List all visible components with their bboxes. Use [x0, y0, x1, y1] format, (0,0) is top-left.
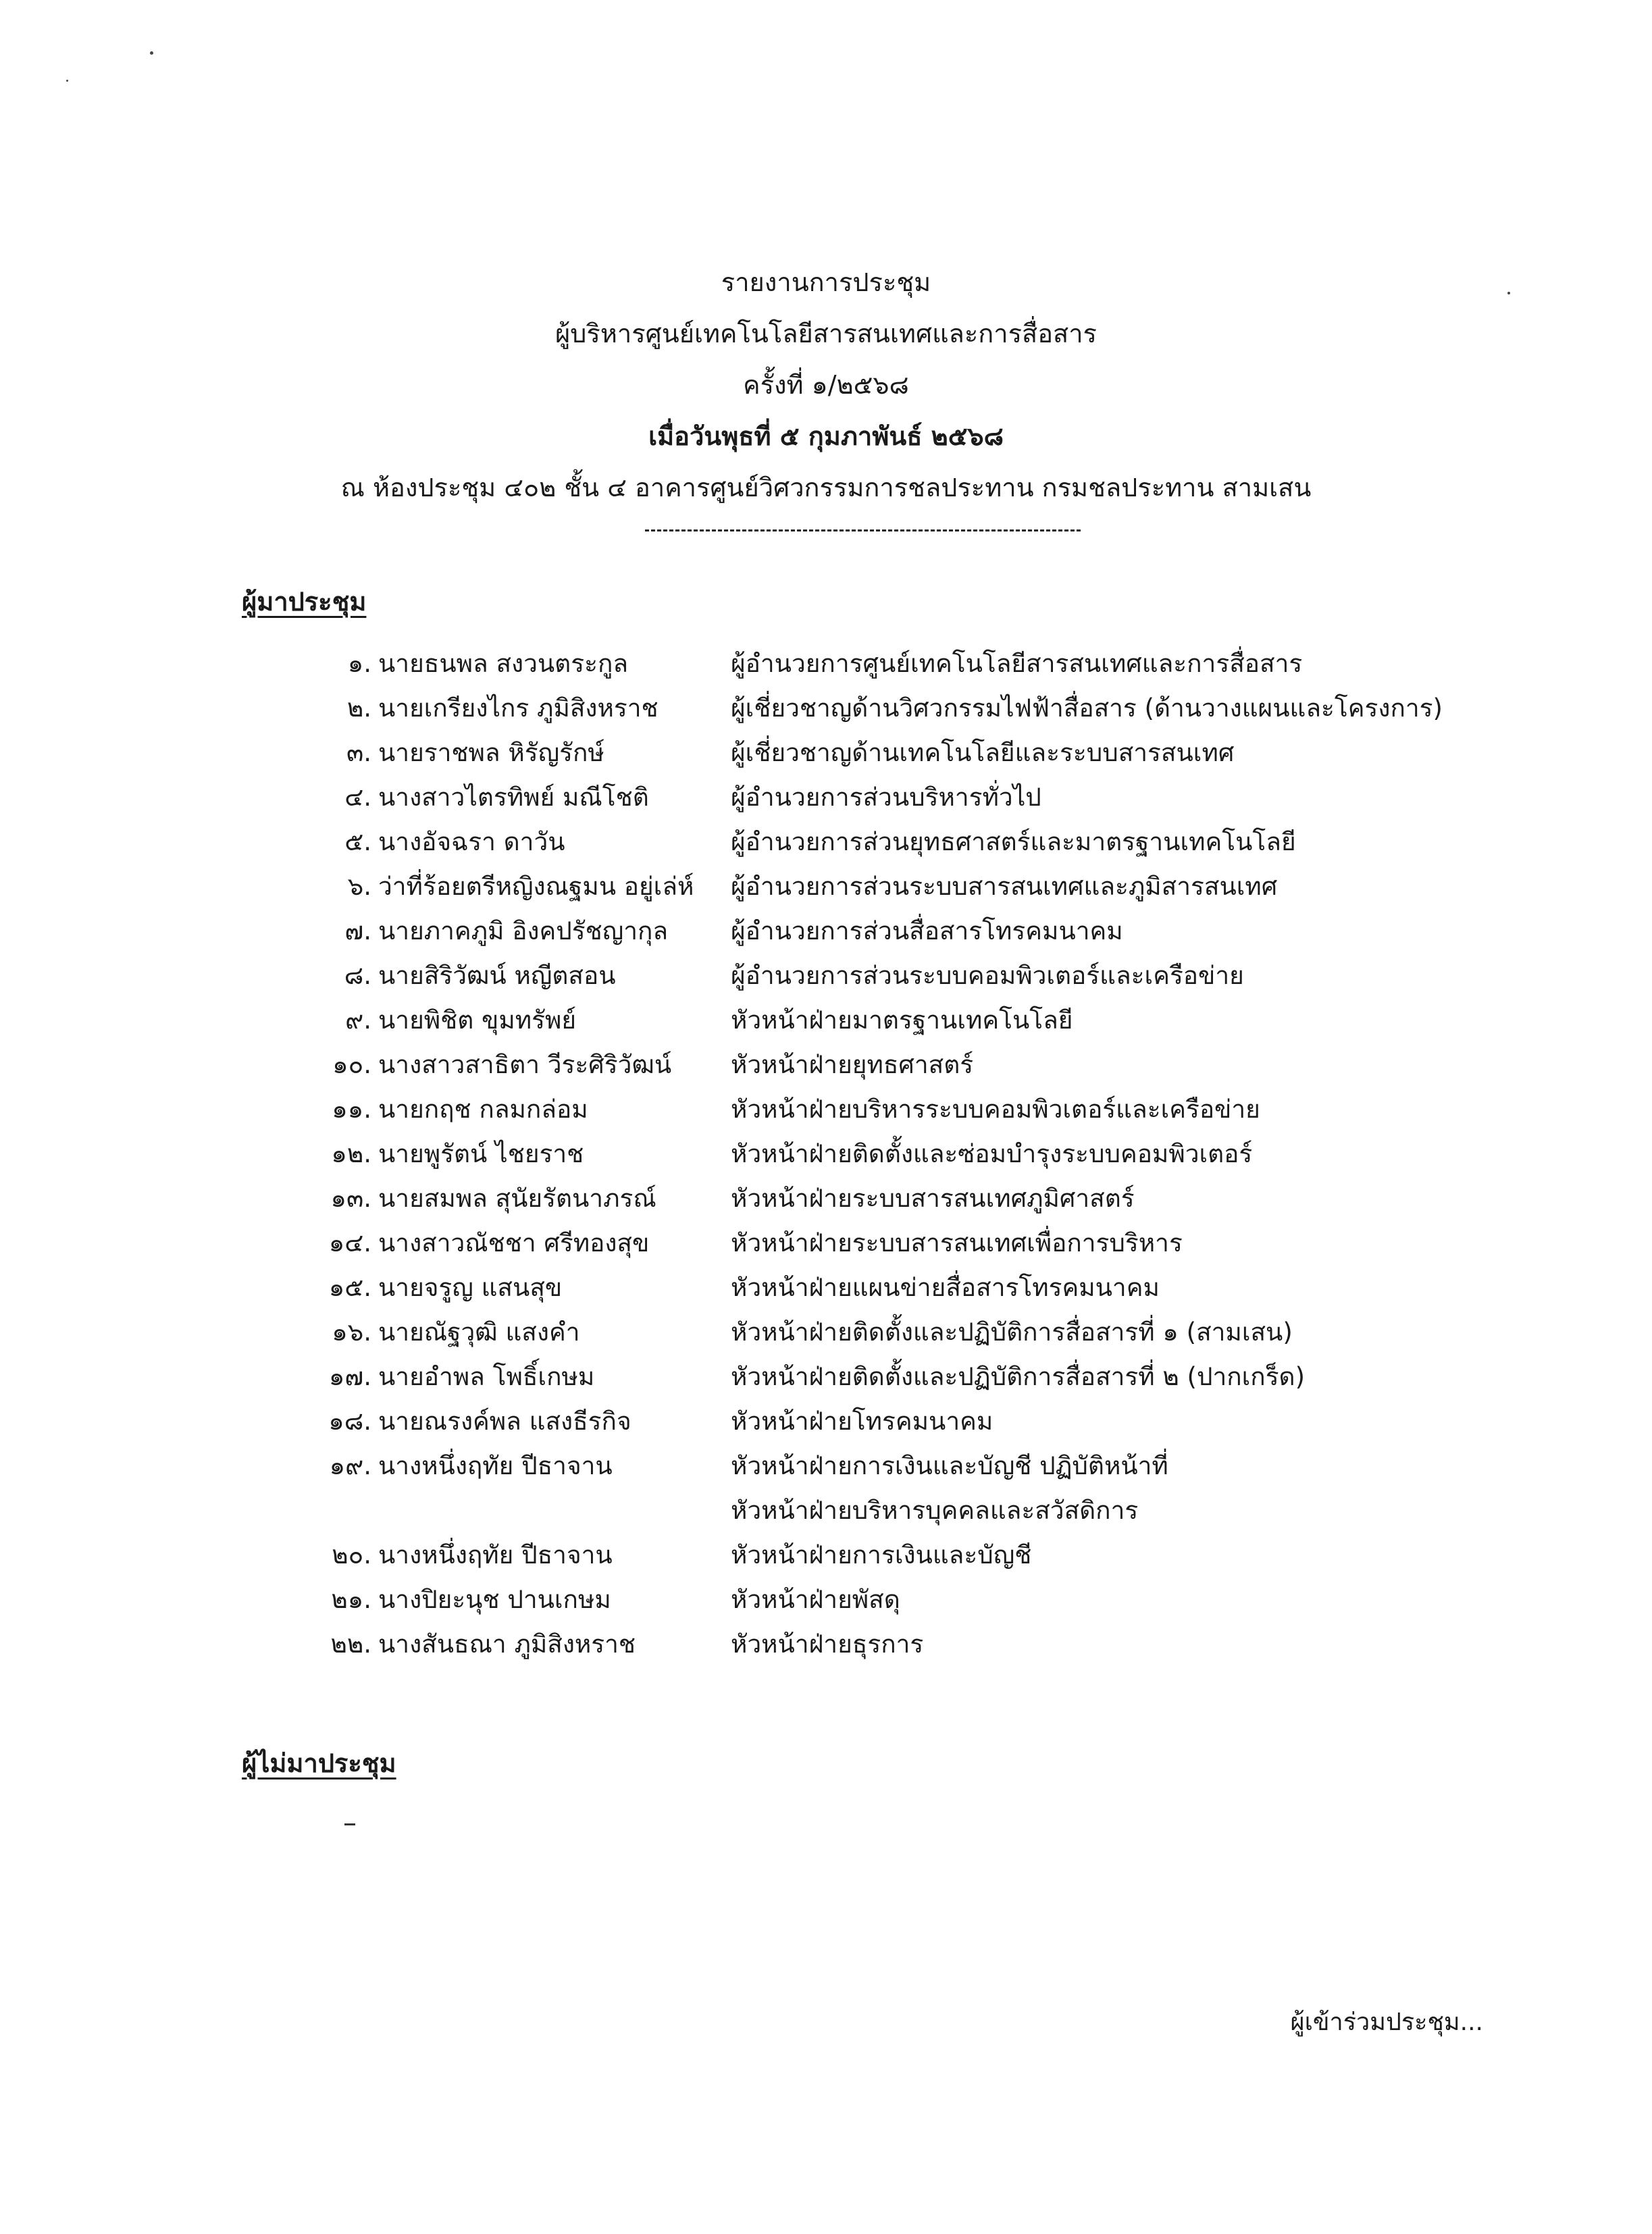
absent-none-dash — [344, 1823, 355, 1825]
attendee-row — [0, 1355, 1652, 1399]
attendee-row — [0, 820, 1652, 864]
attendee-position: หัวหน้าฝ่ายติดตั้งและซ่อมบำรุงระบบคอมพิวเตอร์ — [731, 1139, 1253, 1168]
attendee-name: นางสันธณา ภูมิสิงหราช — [378, 1630, 636, 1659]
header-location: ณ ห้องประชุม ๔๐๒ ชั้น ๔ อาคารศูนย์วิศวกรรมการชลประทาน กรมชลประทาน สามเสน — [340, 473, 1312, 502]
attendee-row — [0, 864, 1652, 909]
attendee-position: หัวหน้าฝ่ายมาตรฐานเทคโนโลยี — [731, 1006, 1073, 1035]
attendee-row — [0, 1221, 1652, 1266]
attendee-row — [0, 1176, 1652, 1221]
attendee-number: ๒๑. — [331, 1585, 371, 1614]
attendee-row — [0, 954, 1652, 998]
attendee-name: นายกฤช กลมกล่อม — [378, 1095, 588, 1124]
header-title: รายงานการประชุม — [721, 267, 931, 297]
absent-heading: ผู้ไม่มาประชุม — [242, 1748, 396, 1778]
attendee-position: หัวหน้าฝ่ายบริหารระบบคอมพิวเตอร์และเครือข่าย — [731, 1095, 1260, 1124]
attendee-position: หัวหน้าฝ่ายโทรคมนาคม — [731, 1407, 993, 1436]
attendee-position: ผู้อำนวยการส่วนบริหารทั่วไป — [731, 783, 1041, 812]
attendee-list — [0, 642, 1652, 1667]
attendee-row — [0, 686, 1652, 731]
attendee-row — [0, 775, 1652, 820]
attendee-number: ๕. — [344, 827, 371, 856]
attendee-name: นายพูรัตน์ ไชยราช — [378, 1139, 584, 1168]
attendee-name: นางหนึ่งฤทัย ปีธาจาน — [378, 1540, 613, 1569]
attendee-row — [0, 1399, 1652, 1444]
attendee-position: หัวหน้าฝ่ายธุรการ — [731, 1630, 924, 1659]
header-date: เมื่อวันพุธที่ ๕ กุมภาพันธ์ ๒๕๖๘ — [648, 421, 1004, 451]
attendee-row — [0, 998, 1652, 1043]
attendee-row — [0, 1444, 1652, 1488]
attendee-name: นางอัจฉรา ดาวัน — [378, 827, 565, 856]
attendee-row — [0, 1132, 1652, 1176]
attendee-position: ผู้อำนวยการส่วนระบบคอมพิวเตอร์และเครือข่าย — [731, 961, 1244, 990]
attendee-number: ๑๖. — [332, 1318, 371, 1347]
attendee-name: นายราชพล หิรัญรักษ์ — [378, 738, 604, 767]
attendee-row — [0, 1043, 1652, 1087]
attendee-name: นายณัฐวุฒิ แสงคำ — [378, 1318, 580, 1347]
attendee-name: นางสาวไตรทิพย์ มณีโชติ — [378, 783, 649, 812]
attendee-row — [0, 1488, 1652, 1533]
attendee-number: ๖. — [347, 872, 371, 901]
attendee-name: นางปิยะนุช ปานเกษม — [378, 1585, 611, 1614]
attendee-position: หัวหน้าฝ่ายติดตั้งและปฏิบัติการสื่อสารที่ ๑ (สามเสน) — [731, 1318, 1293, 1347]
attendee-position: ผู้เชี่ยวชาญด้านเทคโนโลยีและระบบสารสนเทศ — [731, 738, 1235, 767]
attendee-number: ๒๐. — [332, 1540, 371, 1569]
attendee-number: ๑๕. — [328, 1273, 371, 1302]
attendee-name: นายสิริวัฒน์ หญีตสอน — [378, 961, 616, 990]
attendee-row — [0, 1087, 1652, 1132]
attendee-position: หัวหน้าฝ่ายระบบสารสนเทศภูมิศาสตร์ — [731, 1184, 1135, 1213]
attendee-row — [0, 1310, 1652, 1355]
attendee-name: นายธนพล สงวนตระกูล — [378, 649, 629, 678]
attendee-number: ๑๒. — [331, 1139, 371, 1168]
attendee-name: นางสาวสาธิตา วีระศิริวัฒน์ — [378, 1050, 672, 1079]
attendee-number: ๑๙. — [329, 1451, 371, 1480]
attendee-row — [0, 909, 1652, 954]
attendee-position: หัวหน้าฝ่ายพัสดุ — [731, 1585, 900, 1614]
attendee-name: ว่าที่ร้อยตรีหญิงณฐมน อยู่เล่ห์ — [378, 872, 694, 901]
attendee-row — [0, 1533, 1652, 1578]
attendee-number: ๑๔. — [328, 1228, 371, 1257]
dashed-divider — [645, 529, 1081, 531]
attendee-row — [0, 1266, 1652, 1310]
attendee-name: นายอำพล โพธิ์เกษม — [378, 1362, 595, 1391]
attendee-row — [0, 1622, 1652, 1667]
attendee-number: ๑๘. — [328, 1407, 371, 1436]
attendee-position: หัวหน้าฝ่ายระบบสารสนเทศเพื่อการบริหาร — [731, 1228, 1183, 1257]
attendee-name: นางสาวณัชชา ศรีทองสุข — [378, 1228, 650, 1257]
attendee-name: นายภาคภูมิ อิงคปรัชญากุล — [378, 916, 669, 945]
attendee-number: ๓. — [346, 738, 371, 767]
attendee-name: นายณรงค์พล แสงธีรกิจ — [378, 1407, 631, 1436]
attendee-position: ผู้อำนวยการส่วนสื่อสารโทรคมนาคม — [731, 916, 1123, 945]
attendee-position: หัวหน้าฝ่ายยุทธศาสตร์ — [731, 1050, 974, 1079]
attendee-number: ๘. — [344, 961, 371, 990]
attendee-position: หัวหน้าฝ่ายบริหารบุคคลและสวัสดิการ — [731, 1496, 1139, 1525]
attendee-name: นายเกรียงไกร ภูมิสิงหราช — [378, 694, 659, 723]
attendee-number: ๙. — [345, 1006, 371, 1035]
attendees-heading: ผู้มาประชุม — [242, 587, 367, 617]
attendee-number: ๑๐. — [332, 1050, 371, 1079]
header-session: ครั้งที่ ๑/๒๕๖๘ — [743, 370, 909, 400]
attendee-number: ๑๑. — [332, 1095, 371, 1124]
attendee-number: ๒. — [346, 694, 371, 723]
attendee-position: ผู้เชี่ยวชาญด้านวิศวกรรมไฟฟ้าสื่อสาร (ด้านวางแผนและโครงการ) — [731, 694, 1443, 723]
attendee-row — [0, 642, 1652, 686]
document-header — [0, 257, 1652, 513]
attendee-row — [0, 1578, 1652, 1622]
attendee-row — [0, 731, 1652, 775]
attendee-position: หัวหน้าฝ่ายการเงินและบัญชี ปฏิบัติหน้าที่ — [731, 1451, 1168, 1480]
continuation-footer: ผู้เข้าร่วมประชุม... — [1290, 2008, 1483, 2036]
attendee-position: ผู้อำนวยการศูนย์เทคโนโลยีสารสนเทศและการสื่อสาร — [731, 649, 1303, 678]
attendee-position: หัวหน้าฝ่ายแผนข่ายสื่อสารโทรคมนาคม — [731, 1273, 1160, 1302]
attendee-position: ผู้อำนวยการส่วนยุทธศาสตร์และมาตรฐานเทคโนโลยี — [731, 827, 1296, 856]
attendee-name: นายพิชิต ขุมทรัพย์ — [378, 1006, 577, 1035]
attendee-number: ๔. — [344, 783, 371, 812]
attendee-number: ๑๗. — [328, 1362, 371, 1391]
attendee-name: นายสมพล สุนัยรัตนาภรณ์ — [378, 1184, 656, 1213]
attendee-number: ๑๓. — [330, 1184, 371, 1213]
attendee-name: นายจรูญ แสนสุข — [378, 1273, 563, 1302]
scan-speck — [66, 80, 68, 82]
attendee-number: ๒๒. — [330, 1630, 371, 1659]
header-organization: ผู้บริหารศูนย์เทคโนโลยีสารสนเทศและการสื่อสาร — [555, 319, 1097, 348]
scan-speck — [150, 51, 153, 55]
attendee-position: หัวหน้าฝ่ายการเงินและบัญชี — [731, 1540, 1032, 1569]
attendee-name: นางหนึ่งฤทัย ปีธาจาน — [378, 1451, 613, 1480]
attendee-position: หัวหน้าฝ่ายติดตั้งและปฏิบัติการสื่อสารที่ ๒ (ปากเกร็ด) — [731, 1362, 1306, 1391]
attendee-position: ผู้อำนวยการส่วนระบบสารสนเทศและภูมิสารสนเทศ — [731, 872, 1278, 901]
attendee-number: ๑. — [347, 649, 371, 678]
attendee-number: ๗. — [344, 916, 371, 945]
